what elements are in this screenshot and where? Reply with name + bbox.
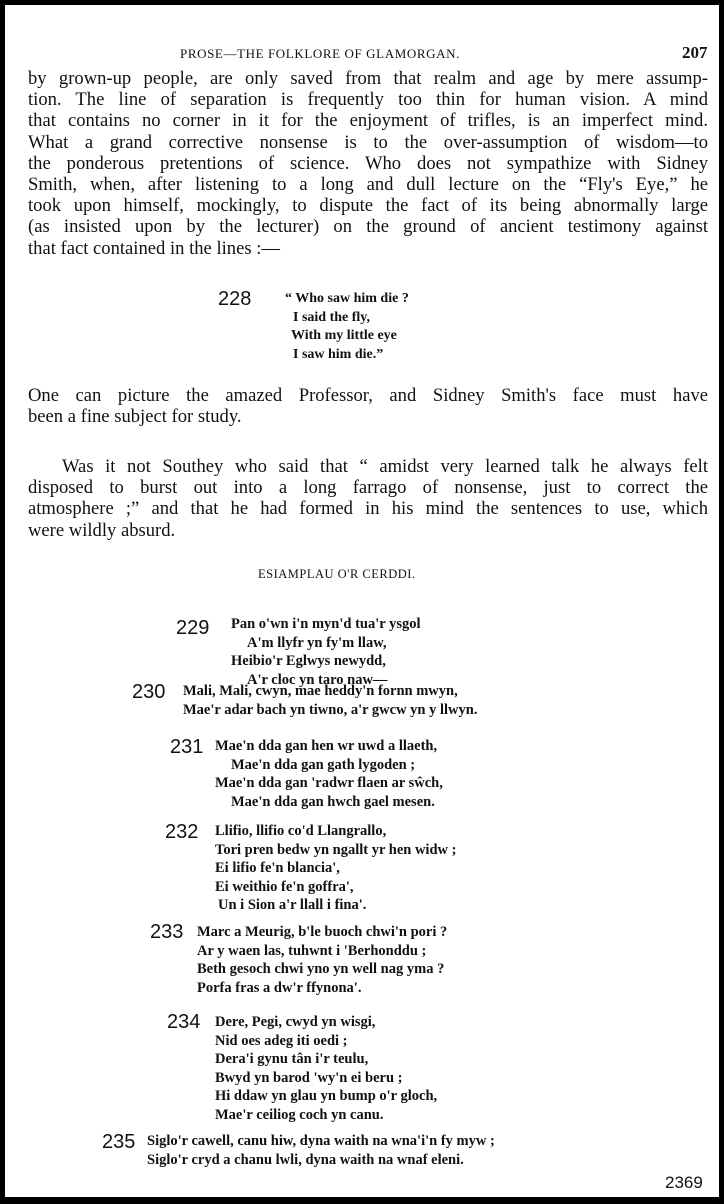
verse-line: Pan o'wn i'n myn'd tua'r ysgol [231,616,421,632]
text-line: One can picture the amazed Professor, and Sidney Smith's face must have [28,385,708,406]
verse-228 [285,290,409,364]
poem-230 [183,682,477,719]
verse-line: Dera'i gynu tân i'r teulu, [215,1051,369,1067]
paragraph-1 [28,68,708,259]
verse-line: Ar y waen las, tuhwnt i 'Berhonddu ; [197,942,427,959]
paragraph-2 [28,385,708,427]
verse-line: Siglo'r cryd a chanu lwli, dyna waith na wnaf eleni. [147,1151,464,1168]
text-line: that contains no corner in it for the enjoyment of trifles, is an imperfect mind. [28,110,708,132]
poem-229 [231,615,420,689]
poem-233 [197,923,447,997]
verse-line: Siglo'r cawell, canu hiw, dyna waith na wna'i'n fy myw ; [147,1133,495,1149]
verse-line: A'm llyfr yn fy'm llaw, [247,634,387,651]
text-line: tion. The line of separation is frequently too thin for human vision. A mind [28,89,708,111]
verse-line: Un i Sion a'r llall i fina'. [218,897,367,913]
section-heading: ESIAMPLAU O'R CERDDI. [258,567,416,581]
text-line: Smith, when, after listening to a long and dull lecture on the “Fly's Eye,” he [28,174,708,196]
document-page [5,5,719,1197]
verse-line: Dere, Pegi, cwyd yn wisgi, [215,1014,376,1030]
verse-line: Mae'r adar bach yn tiwno, a'r gwcw yn y llwyn. [183,701,478,718]
poem-number: 234 [167,1011,201,1033]
poem-235 [147,1132,495,1169]
paragraph-3 [28,456,708,541]
verse-line: Porfa fras a dw'r ffynona'. [197,979,362,996]
poem-number: 232 [165,821,199,843]
verse-line: Beth gesoch chwi yno yn well nag yma ? [197,961,445,977]
verse-line: Tori pren bedw yn ngallt yr hen widw ; [215,841,457,858]
text-line: What a grand corrective nonsense is to the over-assumption of wisdom—to [28,131,708,153]
page-number: 207 [682,43,708,62]
verse-line: Marc a Meurig, b'le buoch chwi'n pori ? [197,924,448,940]
verse-line: Ei weithio fe'n goffra', [215,878,354,895]
verse-line: Mae'n dda gan gath lygoden ; [231,756,416,773]
poem-number: 230 [132,681,166,703]
verse-line: Hi ddaw yn glau yn bump o'r gloch, [215,1088,438,1104]
poem-231 [215,737,443,811]
verse-line: I saw him die.” [293,346,384,362]
footer-number: 2369 [665,1173,703,1192]
verse-line: Bwyd yn barod 'wy'n ei beru ; [215,1069,403,1086]
verse-line: Ei lifio fe'n blancia', [215,860,340,876]
verse-line: A'r cloc yn taro naw— [247,671,388,688]
poem-234 [215,1013,437,1124]
poem-number: 229 [176,617,210,639]
verse-number: 228 [218,288,252,310]
verse-line: Mae'n dda gan hwch gael mesen. [231,793,435,810]
verse-line: Llifio, llifio co'd Llangrallo, [215,823,387,839]
poem-232 [215,822,456,915]
verse-line: Nid oes adeg iti oedi ; [215,1032,348,1049]
text-line: by grown-up people, are only saved from that realm and age by mere assump- [28,68,708,89]
text-line: atmosphere ;” and that he had formed in his mind the sentences to use, which [28,498,708,520]
poem-number: 233 [150,921,184,943]
verse-line: Heibio'r Eglwys newydd, [231,653,386,669]
poem-number: 235 [102,1131,136,1153]
verse-line: “ Who saw him die ? [285,291,409,306]
verse-line: I said the fly, [293,309,371,325]
verse-line: Mae'n dda gan 'radwr flaen ar sŵch, [215,775,443,791]
verse-line: Mali, Mali, cwyn, mae heddy'n fornn mwyn, [183,683,458,699]
verse-line: Mae'r ceiliog coch yn canu. [215,1106,384,1123]
verse-line: With my little eye [291,328,397,343]
text-line: Was it not Southey who said that “ amidst very learned talk he always felt [62,456,708,477]
text-line: took upon himself, mockingly, to dispute the fact of its being abnormally large [28,195,708,217]
running-title: PROSE—THE FOLKLORE OF GLAMORGAN. [180,46,460,61]
text-line: been a fine subject for study. [28,406,242,428]
text-line: were wildly absurd. [28,519,176,541]
text-line: that fact contained in the lines :— [28,237,280,259]
verse-line: Mae'n dda gan hen wr uwd a llaeth, [215,738,438,754]
text-line: (as insisted upon by the lecturer) on the ground of ancient testimony against [28,216,708,238]
poem-number: 231 [170,736,204,758]
text-line: disposed to burst out into a long farrago of nonsense, just to correct the [28,477,708,499]
text-line: the ponderous pretentions of science. Who does not sympathize with Sidney [28,152,708,174]
